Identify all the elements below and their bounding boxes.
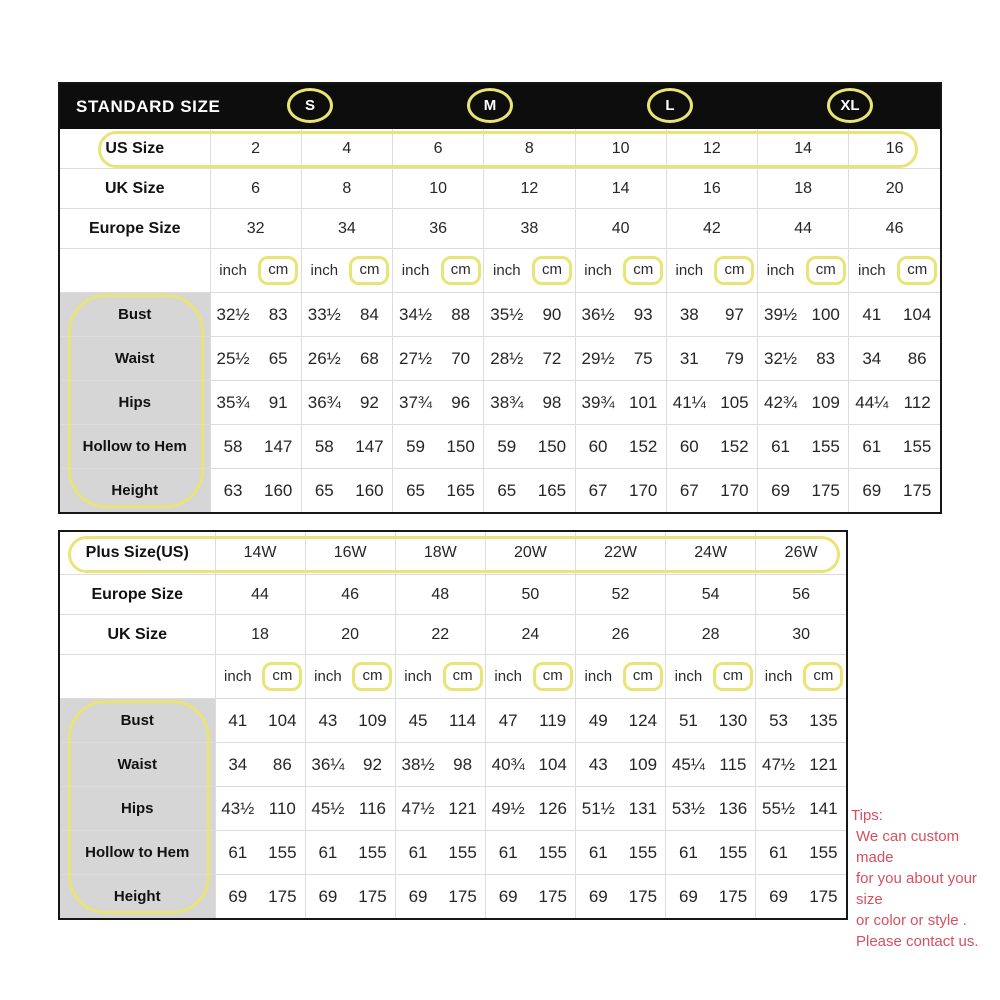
- measure-value-cell: 88: [438, 293, 484, 337]
- tips-title: Tips:: [851, 807, 883, 824]
- measure-value-cell: 36¼: [305, 743, 350, 787]
- measure-value-cell: 155: [801, 831, 846, 875]
- measure-value-cell: 47½: [756, 743, 801, 787]
- measure-row: [60, 743, 846, 787]
- measure-row: [60, 787, 846, 831]
- unit-cm-cell: [801, 655, 846, 699]
- measure-value-cell: 25½: [210, 337, 256, 381]
- measure-value-cell: 121: [801, 743, 846, 787]
- size-value-cell: 6: [393, 129, 484, 169]
- measure-row: [60, 831, 846, 875]
- measure-value-cell: 75: [621, 337, 667, 381]
- measure-value-cell: 61: [756, 831, 801, 875]
- measure-value-cell: 98: [529, 381, 575, 425]
- measure-value-cell: 39¾: [575, 381, 621, 425]
- unit-cm-cell: [440, 655, 485, 699]
- measure-value-cell: 175: [711, 875, 756, 919]
- size-value-cell: 26W: [756, 532, 846, 575]
- measure-value-cell: 47½: [395, 787, 440, 831]
- measure-value-cell: 155: [350, 831, 395, 875]
- size-value-cell: 8: [484, 129, 575, 169]
- measure-value-cell: 53½: [666, 787, 711, 831]
- cm-unit-highlight: cm: [352, 662, 392, 691]
- size-value-cell: 22: [395, 615, 485, 655]
- measure-value-cell: 104: [894, 293, 940, 337]
- measure-value-cell: 69: [485, 875, 530, 919]
- cm-unit-highlight: cm: [897, 256, 937, 285]
- measure-value-cell: 147: [347, 425, 393, 469]
- size-value-cell: 8: [301, 169, 392, 209]
- measure-value-cell: 61: [576, 831, 621, 875]
- measure-value-cell: 43: [305, 699, 350, 743]
- measure-value-cell: 175: [530, 875, 575, 919]
- unit-inch-cell: inch: [666, 249, 712, 293]
- measure-value-cell: 109: [621, 743, 666, 787]
- measure-value-cell: 63: [210, 469, 256, 513]
- measure-value-cell: 53: [756, 699, 801, 743]
- measure-value-cell: 60: [575, 425, 621, 469]
- cm-unit-highlight: cm: [532, 256, 572, 285]
- measure-value-cell: 69: [305, 875, 350, 919]
- unit-inch-cell: inch: [576, 655, 621, 699]
- measure-value-cell: 59: [393, 425, 439, 469]
- measure-value-cell: 86: [260, 743, 305, 787]
- unit-inch-cell: inch: [210, 249, 256, 293]
- measure-value-cell: 160: [256, 469, 302, 513]
- measure-value-cell: 34½: [393, 293, 439, 337]
- size-value-cell: 20W: [485, 532, 575, 575]
- measure-value-cell: 131: [621, 787, 666, 831]
- unit-cm-cell: [260, 655, 305, 699]
- measure-value-cell: 41¼: [666, 381, 712, 425]
- size-value-cell: 48: [395, 575, 485, 615]
- size-value-cell: 16W: [305, 532, 395, 575]
- unit-cm-cell: [438, 249, 484, 293]
- row-label: Height: [60, 469, 210, 513]
- measure-value-cell: 175: [801, 875, 846, 919]
- measure-value-cell: 26½: [301, 337, 347, 381]
- standard-size-title: STANDARD SIZE: [76, 96, 221, 116]
- size-value-cell: 24W: [666, 532, 756, 575]
- measure-value-cell: 35½: [484, 293, 530, 337]
- size-value-cell: 44: [215, 575, 305, 615]
- measure-value-cell: 67: [666, 469, 712, 513]
- cm-unit-highlight: cm: [803, 662, 843, 691]
- measure-value-cell: 32½: [210, 293, 256, 337]
- size-value-cell: 44: [758, 209, 849, 249]
- size-value-cell: 34: [301, 209, 392, 249]
- unit-row: [60, 249, 940, 293]
- size-value-cell: 20: [305, 615, 395, 655]
- measure-value-cell: 37¾: [393, 381, 439, 425]
- measure-value-cell: 65: [393, 469, 439, 513]
- measure-value-cell: 121: [440, 787, 485, 831]
- size-value-cell: 24: [485, 615, 575, 655]
- measure-value-cell: 104: [530, 743, 575, 787]
- measure-value-cell: 124: [621, 699, 666, 743]
- measure-value-cell: 61: [215, 831, 260, 875]
- measure-value-cell: 38½: [395, 743, 440, 787]
- row-label: Hips: [60, 787, 215, 831]
- measure-value-cell: 51½: [576, 787, 621, 831]
- size-row: [60, 532, 846, 575]
- measure-value-cell: 90: [529, 293, 575, 337]
- measure-value-cell: 147: [256, 425, 302, 469]
- tips-line: for you about your size: [856, 870, 977, 908]
- size-value-cell: 50: [485, 575, 575, 615]
- unit-inch-cell: inch: [215, 655, 260, 699]
- unit-inch-cell: inch: [393, 249, 439, 293]
- row-label: Hollow to Hem: [60, 831, 215, 875]
- measure-value-cell: 40¾: [485, 743, 530, 787]
- measure-value-cell: 58: [210, 425, 256, 469]
- measure-value-cell: 42¾: [758, 381, 804, 425]
- unit-row-empty-cell: [60, 249, 210, 293]
- row-label: Height: [60, 875, 215, 919]
- cm-unit-highlight: cm: [443, 662, 483, 691]
- size-value-cell: 30: [756, 615, 846, 655]
- measure-value-cell: 67: [575, 469, 621, 513]
- measure-value-cell: 65: [301, 469, 347, 513]
- measure-value-cell: 104: [260, 699, 305, 743]
- measure-value-cell: 61: [666, 831, 711, 875]
- size-value-cell: 40: [575, 209, 666, 249]
- measure-value-cell: 69: [756, 875, 801, 919]
- measure-value-cell: 170: [712, 469, 758, 513]
- unit-cm-cell: [621, 655, 666, 699]
- measure-value-cell: 69: [395, 875, 440, 919]
- size-value-cell: 16: [849, 129, 940, 169]
- measure-value-cell: 91: [256, 381, 302, 425]
- measure-value-cell: 28½: [484, 337, 530, 381]
- row-label: Europe Size: [60, 209, 210, 249]
- measure-value-cell: 69: [758, 469, 804, 513]
- size-value-cell: 56: [756, 575, 846, 615]
- tips-note: [851, 805, 1000, 952]
- measure-row: [60, 469, 940, 513]
- measure-value-cell: 27½: [393, 337, 439, 381]
- size-row: [60, 129, 940, 169]
- measure-value-cell: 155: [530, 831, 575, 875]
- measure-value-cell: 65: [256, 337, 302, 381]
- measure-value-cell: 36¾: [301, 381, 347, 425]
- measure-value-cell: 59: [484, 425, 530, 469]
- row-label: Plus Size(US): [85, 544, 189, 561]
- cm-unit-highlight: cm: [623, 256, 663, 285]
- cm-unit-highlight: cm: [349, 256, 389, 285]
- measure-value-cell: 43: [576, 743, 621, 787]
- measure-value-cell: 150: [438, 425, 484, 469]
- measure-value-cell: 116: [350, 787, 395, 831]
- measure-value-cell: 114: [440, 699, 485, 743]
- cm-unit-highlight: cm: [623, 662, 663, 691]
- measure-row: [60, 875, 846, 919]
- row-label: Waist: [60, 337, 210, 381]
- size-value-cell: 14W: [215, 532, 305, 575]
- size-value-cell: 32: [210, 209, 301, 249]
- measure-value-cell: 155: [440, 831, 485, 875]
- measure-value-cell: 45: [395, 699, 440, 743]
- measure-value-cell: 84: [347, 293, 393, 337]
- size-value-cell: 36: [393, 209, 484, 249]
- cm-unit-highlight: cm: [441, 256, 481, 285]
- size-badge-xl: XL: [827, 88, 873, 123]
- unit-cm-cell: [621, 249, 667, 293]
- measure-value-cell: 29½: [575, 337, 621, 381]
- size-value-cell: 22W: [576, 532, 666, 575]
- measure-value-cell: 150: [529, 425, 575, 469]
- measure-value-cell: 165: [438, 469, 484, 513]
- unit-cm-cell: [803, 249, 849, 293]
- row-label: UK Size: [60, 615, 215, 655]
- measure-value-cell: 155: [711, 831, 756, 875]
- measure-value-cell: 115: [711, 743, 756, 787]
- size-value-cell: 4: [301, 129, 392, 169]
- measure-value-cell: 152: [712, 425, 758, 469]
- size-row: [60, 575, 846, 615]
- row-label: Bust: [60, 699, 215, 743]
- measure-value-cell: 33½: [301, 293, 347, 337]
- measure-value-cell: 72: [529, 337, 575, 381]
- measure-value-cell: 61: [485, 831, 530, 875]
- measure-value-cell: 60: [666, 425, 712, 469]
- measure-value-cell: 141: [801, 787, 846, 831]
- measure-value-cell: 61: [395, 831, 440, 875]
- measure-value-cell: 70: [438, 337, 484, 381]
- unit-inch-cell: inch: [301, 249, 347, 293]
- cm-unit-highlight: cm: [713, 662, 753, 691]
- size-value-cell: 14: [758, 129, 849, 169]
- measure-row: [60, 425, 940, 469]
- unit-inch-cell: inch: [395, 655, 440, 699]
- measure-value-cell: 69: [576, 875, 621, 919]
- measure-value-cell: 61: [849, 425, 895, 469]
- size-badge-m: M: [467, 88, 513, 123]
- measure-value-cell: 175: [621, 875, 666, 919]
- plus-size-table: [58, 530, 848, 920]
- measure-value-cell: 119: [530, 699, 575, 743]
- measure-value-cell: 155: [621, 831, 666, 875]
- measure-value-cell: 175: [440, 875, 485, 919]
- size-row: [60, 169, 940, 209]
- measure-value-cell: 44¼: [849, 381, 895, 425]
- measure-value-cell: 160: [347, 469, 393, 513]
- measure-value-cell: 152: [621, 425, 667, 469]
- measure-row: [60, 699, 846, 743]
- tips-line: We can custom made: [856, 828, 960, 866]
- measure-value-cell: 36½: [575, 293, 621, 337]
- measure-value-cell: 126: [530, 787, 575, 831]
- measure-value-cell: 55½: [756, 787, 801, 831]
- size-row: [60, 615, 846, 655]
- size-value-cell: 18W: [395, 532, 485, 575]
- measure-value-cell: 69: [849, 469, 895, 513]
- measure-value-cell: 93: [621, 293, 667, 337]
- measure-value-cell: 34: [215, 743, 260, 787]
- measure-value-cell: 92: [347, 381, 393, 425]
- unit-inch-cell: inch: [666, 655, 711, 699]
- standard-size-header: [60, 84, 940, 129]
- measure-value-cell: 109: [350, 699, 395, 743]
- measure-value-cell: 49½: [485, 787, 530, 831]
- tips-line: Please contact us.: [856, 933, 979, 950]
- size-value-cell: 46: [849, 209, 940, 249]
- measure-value-cell: 96: [438, 381, 484, 425]
- measure-value-cell: 170: [621, 469, 667, 513]
- measure-value-cell: 110: [260, 787, 305, 831]
- measure-value-cell: 69: [666, 875, 711, 919]
- unit-cm-cell: [530, 655, 575, 699]
- row-label: UK Size: [60, 169, 210, 209]
- size-value-cell: 12: [666, 129, 757, 169]
- size-row: [60, 209, 940, 249]
- unit-cm-cell: [347, 249, 393, 293]
- measure-value-cell: 135: [801, 699, 846, 743]
- size-badge-l: L: [647, 88, 693, 123]
- measure-value-cell: 98: [440, 743, 485, 787]
- measure-value-cell: 175: [350, 875, 395, 919]
- measure-value-cell: 61: [758, 425, 804, 469]
- measure-value-cell: 83: [256, 293, 302, 337]
- measure-value-cell: 35¾: [210, 381, 256, 425]
- unit-row: [60, 655, 846, 699]
- size-value-cell: 46: [305, 575, 395, 615]
- size-badge-s: S: [287, 88, 333, 123]
- tips-line: or color or style .: [856, 912, 967, 929]
- size-value-cell: 2: [210, 129, 301, 169]
- unit-cm-cell: [256, 249, 302, 293]
- unit-inch-cell: inch: [758, 249, 804, 293]
- unit-cm-cell: [711, 655, 756, 699]
- measure-value-cell: 41: [849, 293, 895, 337]
- row-label: Hollow to Hem: [60, 425, 210, 469]
- measure-value-cell: 68: [347, 337, 393, 381]
- size-value-cell: 42: [666, 209, 757, 249]
- row-label: Europe Size: [60, 575, 215, 615]
- measure-value-cell: 155: [803, 425, 849, 469]
- row-label: Hips: [60, 381, 210, 425]
- plus-size-grid: [60, 532, 846, 918]
- measure-value-cell: 97: [712, 293, 758, 337]
- size-value-cell: 38: [484, 209, 575, 249]
- standard-size-table: [58, 82, 942, 514]
- measure-value-cell: 47: [485, 699, 530, 743]
- size-value-cell: 18: [215, 615, 305, 655]
- measure-value-cell: 61: [305, 831, 350, 875]
- unit-inch-cell: inch: [484, 249, 530, 293]
- unit-cm-cell: [894, 249, 940, 293]
- cm-unit-highlight: cm: [258, 256, 298, 285]
- row-label: Bust: [60, 293, 210, 337]
- measure-value-cell: 175: [260, 875, 305, 919]
- measure-value-cell: 31: [666, 337, 712, 381]
- measure-value-cell: 175: [894, 469, 940, 513]
- measure-row: [60, 337, 940, 381]
- row-label: Waist: [60, 743, 215, 787]
- unit-cm-cell: [712, 249, 758, 293]
- measure-value-cell: 34: [849, 337, 895, 381]
- measure-value-cell: 43½: [215, 787, 260, 831]
- size-value-cell: 14: [575, 169, 666, 209]
- measure-value-cell: 38: [666, 293, 712, 337]
- measure-value-cell: 83: [803, 337, 849, 381]
- size-value-cell: 6: [210, 169, 301, 209]
- measure-value-cell: 86: [894, 337, 940, 381]
- unit-cm-cell: [529, 249, 575, 293]
- unit-inch-cell: inch: [305, 655, 350, 699]
- unit-inch-cell: inch: [575, 249, 621, 293]
- measure-value-cell: 49: [576, 699, 621, 743]
- measure-value-cell: 41: [215, 699, 260, 743]
- size-value-cell: 20: [849, 169, 940, 209]
- measure-value-cell: 45¼: [666, 743, 711, 787]
- standard-size-grid: [60, 129, 940, 512]
- measure-value-cell: 136: [711, 787, 756, 831]
- measure-value-cell: 109: [803, 381, 849, 425]
- measure-value-cell: 105: [712, 381, 758, 425]
- measure-value-cell: 175: [803, 469, 849, 513]
- unit-inch-cell: inch: [485, 655, 530, 699]
- size-value-cell: 12: [484, 169, 575, 209]
- measure-value-cell: 130: [711, 699, 756, 743]
- measure-value-cell: 51: [666, 699, 711, 743]
- measure-value-cell: 155: [894, 425, 940, 469]
- size-value-cell: 10: [575, 129, 666, 169]
- measure-value-cell: 69: [215, 875, 260, 919]
- size-value-cell: 54: [666, 575, 756, 615]
- cm-unit-highlight: cm: [714, 256, 754, 285]
- measure-value-cell: 155: [260, 831, 305, 875]
- measure-value-cell: 165: [529, 469, 575, 513]
- unit-inch-cell: inch: [756, 655, 801, 699]
- measure-value-cell: 38¾: [484, 381, 530, 425]
- measure-value-cell: 79: [712, 337, 758, 381]
- size-value-cell: 10: [393, 169, 484, 209]
- size-value-cell: 52: [576, 575, 666, 615]
- size-value-cell: 28: [666, 615, 756, 655]
- measure-value-cell: 65: [484, 469, 530, 513]
- cm-unit-highlight: cm: [262, 662, 302, 691]
- measure-value-cell: 100: [803, 293, 849, 337]
- measure-value-cell: 101: [621, 381, 667, 425]
- measure-value-cell: 58: [301, 425, 347, 469]
- measure-value-cell: 32½: [758, 337, 804, 381]
- measure-value-cell: 39½: [758, 293, 804, 337]
- measure-row: [60, 293, 940, 337]
- size-value-cell: 18: [758, 169, 849, 209]
- measure-value-cell: 45½: [305, 787, 350, 831]
- unit-row-empty-cell: [60, 655, 215, 699]
- cm-unit-highlight: cm: [533, 662, 573, 691]
- measure-value-cell: 92: [350, 743, 395, 787]
- unit-cm-cell: [350, 655, 395, 699]
- measure-value-cell: 112: [894, 381, 940, 425]
- size-value-cell: 16: [666, 169, 757, 209]
- cm-unit-highlight: cm: [806, 256, 846, 285]
- row-label: US Size: [105, 139, 165, 157]
- unit-inch-cell: inch: [849, 249, 895, 293]
- measure-row: [60, 381, 940, 425]
- size-value-cell: 26: [576, 615, 666, 655]
